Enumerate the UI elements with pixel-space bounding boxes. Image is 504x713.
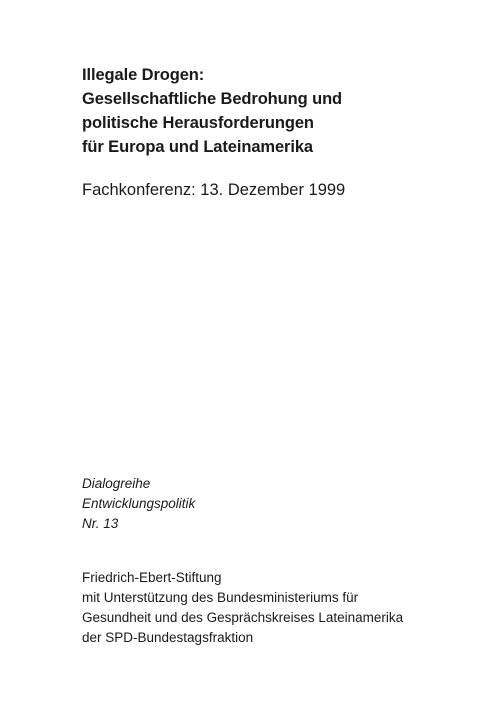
- series-number: Nr. 13: [82, 516, 119, 531]
- series-info: [82, 474, 195, 534]
- conference-subtitle: Fachkonferenz: 13. Dezember 1999: [82, 181, 346, 199]
- publisher-info: [82, 568, 403, 648]
- publisher-line: mit Unterstützung des Bundesministeriums für: [82, 590, 359, 605]
- title-line: politische Herausforderungen: [82, 114, 314, 132]
- publisher-line: Gesundheit und des Gesprächskreises Lateinamerika: [82, 610, 404, 625]
- series-topic: Entwicklungspolitik: [82, 496, 196, 511]
- document-title: [82, 63, 482, 159]
- publisher-line: der SPD-Bundestagsfraktion: [82, 630, 254, 645]
- title-line: für Europa und Lateinamerika: [82, 138, 313, 156]
- title-line: Illegale Drogen:: [82, 66, 205, 84]
- series-name: Dialogreihe: [82, 476, 151, 491]
- publisher-line: Friedrich-Ebert-Stiftung: [82, 570, 222, 585]
- title-line: Gesellschaftliche Bedrohung und: [82, 90, 343, 108]
